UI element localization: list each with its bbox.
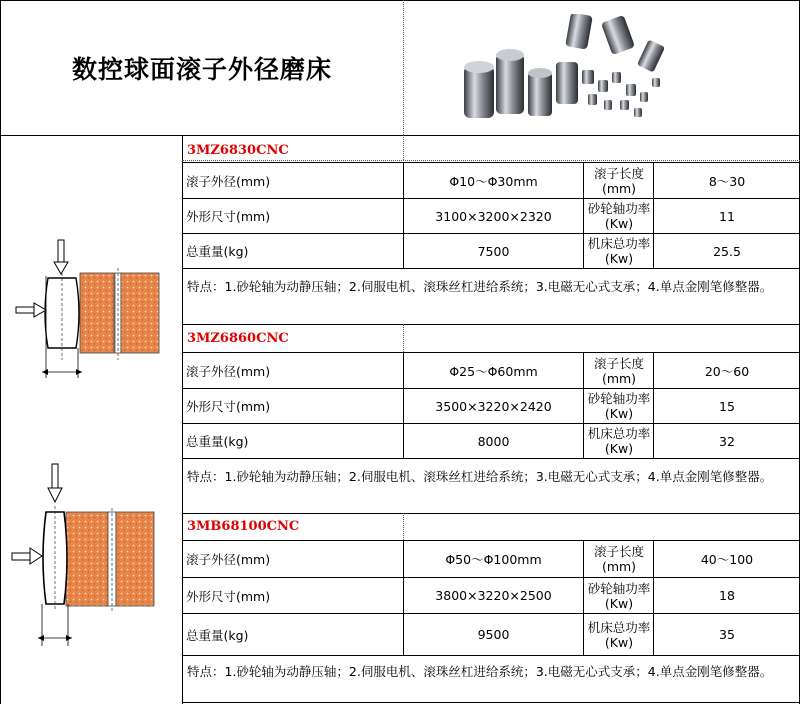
param-label: 机床总功率(Kw) xyxy=(587,236,651,266)
spec-value: 7500 xyxy=(477,243,510,259)
model-name: 3MZ6860CNC xyxy=(187,331,289,346)
param-label: 砂轮轴功率(Kw) xyxy=(587,391,651,421)
features-text: 特点：1.砂轮轴为动静压轴；2.伺服电机、滚珠丝杠进给系统；3.电磁无心式支承；4.单点金刚笔修整器。 xyxy=(187,664,773,679)
param-label: 机床总功率(Kw) xyxy=(587,426,651,456)
grinding-diagram-1 xyxy=(0,232,180,382)
param-label: 滚子长度(mm) xyxy=(593,544,644,574)
param-value: 25.5 xyxy=(713,243,741,259)
param-label: 滚子长度(mm) xyxy=(593,355,644,386)
spec-label: 滚子外径(mm) xyxy=(186,363,271,379)
spec-value: 8000 xyxy=(477,433,510,449)
features-text: 特点：1.砂轮轴为动静压轴；2.伺服电机、滚珠丝杠进给系统；3.电磁无心式支承；4.单点金刚笔修整器。 xyxy=(187,469,773,484)
spec-label: 总重量(kg) xyxy=(186,244,249,259)
roller-photo xyxy=(456,14,676,126)
spec-label: 滚子外径(mm) xyxy=(186,552,271,567)
page-title: 数控球面滚子外径磨床 xyxy=(71,54,332,84)
spec-label: 总重量(kg) xyxy=(186,434,249,449)
spec-label: 外形尺寸(mm) xyxy=(186,588,271,604)
param-label: 滚子长度(mm) xyxy=(593,165,644,196)
spec-value: 3500×3220×2420 xyxy=(435,398,552,414)
model-name: 3MZ6830CNC xyxy=(187,143,289,158)
param-value: 40～100 xyxy=(700,552,754,567)
spec-value: Φ10～Φ30mm xyxy=(449,173,538,189)
spec-label: 外形尺寸(mm) xyxy=(186,399,271,414)
spec-label: 总重量(kg) xyxy=(186,627,249,643)
param-label: 机床总功率(Kw) xyxy=(587,619,651,650)
spec-value: Φ25～Φ60mm xyxy=(449,363,538,379)
param-value: 35 xyxy=(719,627,735,642)
param-value: 11 xyxy=(719,208,735,224)
param-value: 15 xyxy=(719,398,735,414)
spec-value: 3100×3200×2320 xyxy=(435,208,552,224)
param-value: 8～30 xyxy=(708,173,746,189)
param-value: 18 xyxy=(719,588,735,603)
param-label: 砂轮轴功率(Kw) xyxy=(587,580,651,611)
spec-value: 9500 xyxy=(477,627,510,642)
param-value: 32 xyxy=(719,433,735,449)
model-name: 3MB68100CNC xyxy=(187,519,300,534)
grinding-diagram-2 xyxy=(0,460,180,650)
spec-label: 滚子外径(mm) xyxy=(186,173,271,189)
spec-value: Φ50～Φ100mm xyxy=(445,552,542,567)
spec-value: 3800×3220×2500 xyxy=(435,588,552,603)
param-value: 20～60 xyxy=(704,363,750,379)
spec-label: 外形尺寸(mm) xyxy=(186,209,271,224)
param-label: 砂轮轴功率(Kw) xyxy=(587,201,651,231)
features-text: 特点：1.砂轮轴为动静压轴；2.伺服电机、滚珠丝杠进给系统；3.电磁无心式支承；4.单点金刚笔修整器。 xyxy=(187,279,773,294)
